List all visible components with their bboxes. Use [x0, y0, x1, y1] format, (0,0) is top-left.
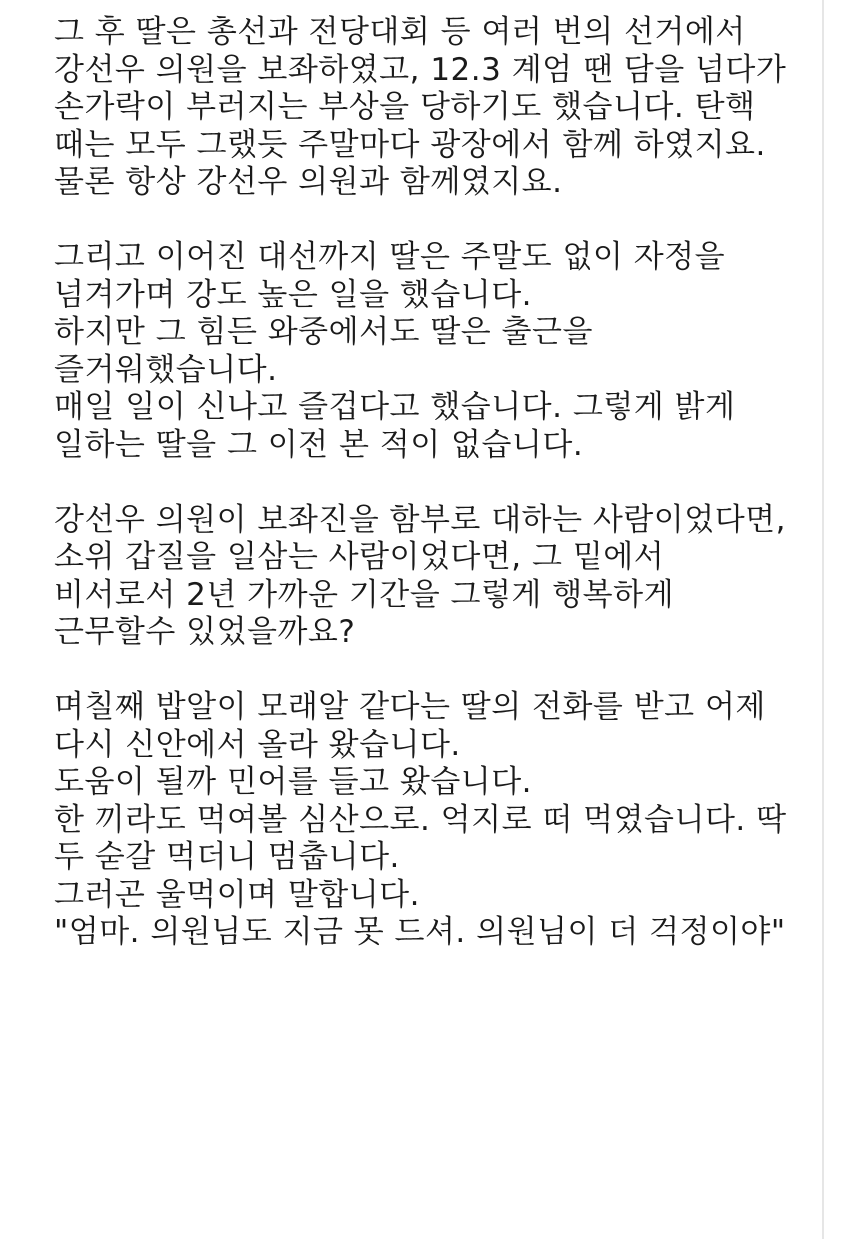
paragraph-1: [54, 14, 814, 202]
text-line: 도움이 될까 민어를 들고 왔습니다.: [54, 764, 533, 800]
paragraph-4: [54, 689, 814, 952]
letter-body: [54, 14, 814, 952]
text-line: 일하는 딸을 그 이전 본 적이 없습니다.: [54, 426, 584, 463]
text-line: 그리고 이어진 대선까지 딸은 주말도 없이 자정을: [54, 239, 726, 275]
paragraph-3: [54, 502, 814, 652]
text-line: 강선우 의원이 보좌진을 함부로 대하는 사람이었다면,: [54, 501, 786, 538]
text-line: 며칠째 밥알이 모래알 같다는 딸의 전화를 받고 어제: [54, 689, 766, 725]
text-line: 두 숟갈 먹더니 멈춥니다.: [54, 839, 400, 875]
text-line: 다시 신안에서 올라 왔습니다.: [54, 726, 461, 763]
text-line: 손가락이 부러지는 부상을 당하기도 했습니다. 탄핵: [54, 89, 756, 125]
text-line: 매일 일이 신나고 즐겁다고 했습니다. 그렇게 밝게: [54, 389, 736, 425]
paragraph-2: [54, 239, 814, 464]
text-line: 물론 항상 강선우 의원과 함께였지요.: [54, 164, 563, 200]
text-line: 한 끼라도 먹여볼 심산으로. 억지로 떠 먹였습니다. 딱: [54, 801, 787, 838]
text-line: 넘겨가며 강도 높은 일을 했습니다.: [54, 276, 533, 313]
text-line: 하지만 그 힘든 와중에서도 딸은 출근을: [54, 314, 593, 350]
text-line: 강선우 의원을 보좌하였고, 12.3 계엄 땐 담을 넘다가: [54, 51, 787, 88]
text-line: 비서로서 2년 가까운 기간을 그렇게 행복하게: [54, 576, 675, 613]
text-line: 그 후 딸은 총선과 전당대회 등 여러 번의 선거에서: [54, 14, 746, 50]
text-line: "엄마. 의원님도 지금 못 드셔. 의원님이 더 걱정이야": [54, 914, 786, 950]
text-line: 즐거워했습니다.: [54, 351, 278, 388]
text-line: 그러곤 울먹이며 말합니다.: [54, 876, 420, 913]
page-edge-divider: [822, 0, 824, 1239]
text-line: 근무할수 있었을까요?: [54, 614, 356, 650]
text-line: 소위 갑질을 일삼는 사람이었다면, 그 밑에서: [54, 539, 665, 575]
text-line: 때는 모두 그랬듯 주말마다 광장에서 함께 하였지요.: [54, 126, 766, 163]
